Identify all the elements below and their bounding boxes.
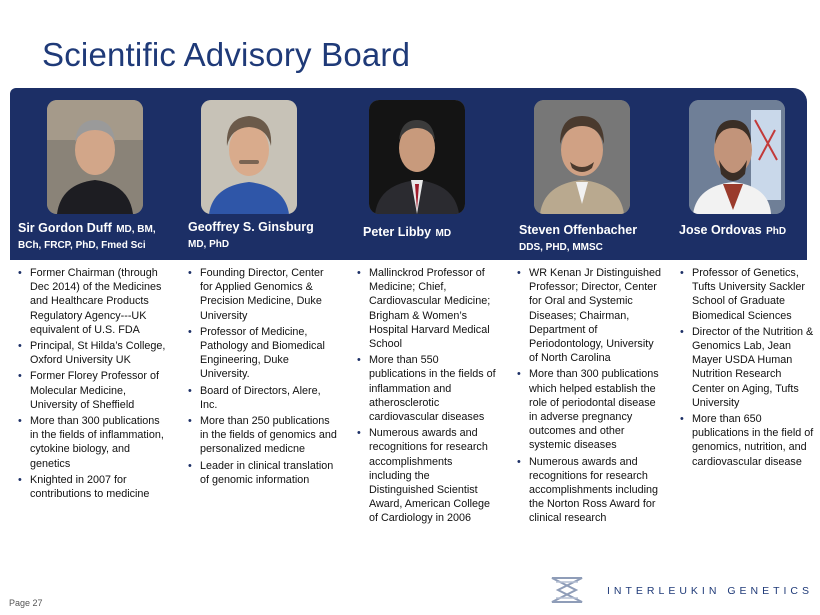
member-credentials: PhD	[766, 226, 787, 237]
bio-bullet: • Former Florey Professor of Molecular Medicine, University of Sheffield	[18, 369, 168, 412]
bio-bullet: • More than 650 publications in the field of genomics, nutrition, and cardiovascular disease	[680, 412, 814, 469]
company-logo-icon	[548, 574, 586, 606]
bio-bullet: • WR Kenan Jr Distinguished Professor; Director, Center for Oral and Systemic Diseases; Chairman, Department of Periodontology, University of North Carolina	[517, 266, 665, 365]
portrait-photo	[47, 100, 143, 214]
member-name: Geoffrey S. Ginsburg	[188, 220, 314, 234]
member-name-block	[18, 220, 188, 254]
portrait-photo	[369, 100, 465, 214]
member-bio-column	[680, 266, 814, 471]
bio-bullet: • Founding Director, Center for Applied Genomics & Precision Medicine, Duke University	[188, 266, 338, 323]
bio-list	[680, 266, 814, 469]
bio-bullet: • Professor of Genetics, Tufts University Sackler School of Graduate Biomedical Sciences	[680, 266, 814, 323]
bio-bullet: • Numerous awards and recognitions for research accomplishments including the Norton Ross Award for clinical research	[517, 455, 665, 526]
member-credentials: MD, PhD	[188, 239, 230, 250]
member-name: Jose Ordovas	[679, 223, 762, 237]
bio-bullet: • Principal, St Hilda’s College, Oxford University UK	[18, 339, 168, 367]
bio-bullet: • More than 550 publications in the fields of inflammation and atherosclerotic cardiovascular diseases	[357, 353, 497, 424]
company-logo-text: INTERLEUKIN GENETICS	[607, 585, 814, 597]
member-name-block	[188, 219, 348, 253]
member-bio-column	[517, 266, 665, 528]
member-bio-column	[188, 266, 338, 489]
portrait-photo	[689, 100, 785, 214]
portrait-photo	[534, 100, 630, 214]
advisor-banner	[10, 88, 807, 260]
member-name: Steven Offenbacher	[519, 223, 638, 237]
portrait-photo	[201, 100, 297, 214]
member-name: Sir Gordon Duff	[18, 221, 112, 235]
bio-bullet: • More than 250 publications in the fields of genomics and personalized medicne	[188, 414, 338, 457]
bio-bullet: • Knighted in 2007 for contributions to medicine	[18, 473, 168, 501]
bio-bullet: • Former Chairman (through Dec 2014) of the Medicines and Healthcare Products Regulatory Agency---UK equivalent of U.S. FDA	[18, 266, 168, 337]
member-credentials: MD, BM,	[116, 224, 156, 235]
bio-bullet: • Professor of Medicine, Pathology and Biomedical Engineering, Duke University.	[188, 325, 338, 382]
bio-bullet: • Director of the Nutrition & Genomics Lab, Jean Mayer USDA Human Nutrition Research Center on Aging, Tufts University	[680, 325, 814, 410]
member-name: Peter Libby	[363, 225, 432, 239]
bio-list	[188, 266, 338, 487]
page-number: Page 27	[9, 598, 43, 608]
member-bio-column	[357, 266, 497, 528]
bio-bullet: • Mallinckrod Professor of Medicine; Chief, Cardiovascular Medicine; Brigham & Women’s Hospital Harvard Medical School	[357, 266, 497, 351]
member-credentials: BCh, FRCP, PhD, Fmed Sci	[18, 240, 146, 251]
slide-title: Scientific Advisory Board	[42, 36, 411, 73]
member-bio-column	[18, 266, 168, 503]
bio-bullet: • More than 300 publications in the fields of inflammation, cytokine biology, and genetics	[18, 414, 168, 471]
member-credentials: MD	[435, 228, 452, 239]
member-name-block	[679, 222, 807, 240]
member-name-block	[363, 224, 513, 242]
bio-bullet: • Numerous awards and recognitions for research accomplishments including the Distinguished Scientist Award, American College of Cardiology in 2006	[357, 426, 497, 525]
member-credentials: DDS, PHD, MMSC	[519, 242, 603, 253]
bio-bullet: • Board of Directors, Alere, Inc.	[188, 384, 338, 412]
bio-bullet: • Leader in clinical translation of genomic information	[188, 459, 338, 487]
bio-list	[357, 266, 497, 526]
bio-list	[517, 266, 665, 526]
bio-list	[18, 266, 168, 501]
member-name-block	[519, 222, 679, 256]
bio-bullet: • More than 300 publications which helped establish the role of periodontal disease in adverse pregnancy outcomes and other systemic diseases	[517, 367, 665, 452]
